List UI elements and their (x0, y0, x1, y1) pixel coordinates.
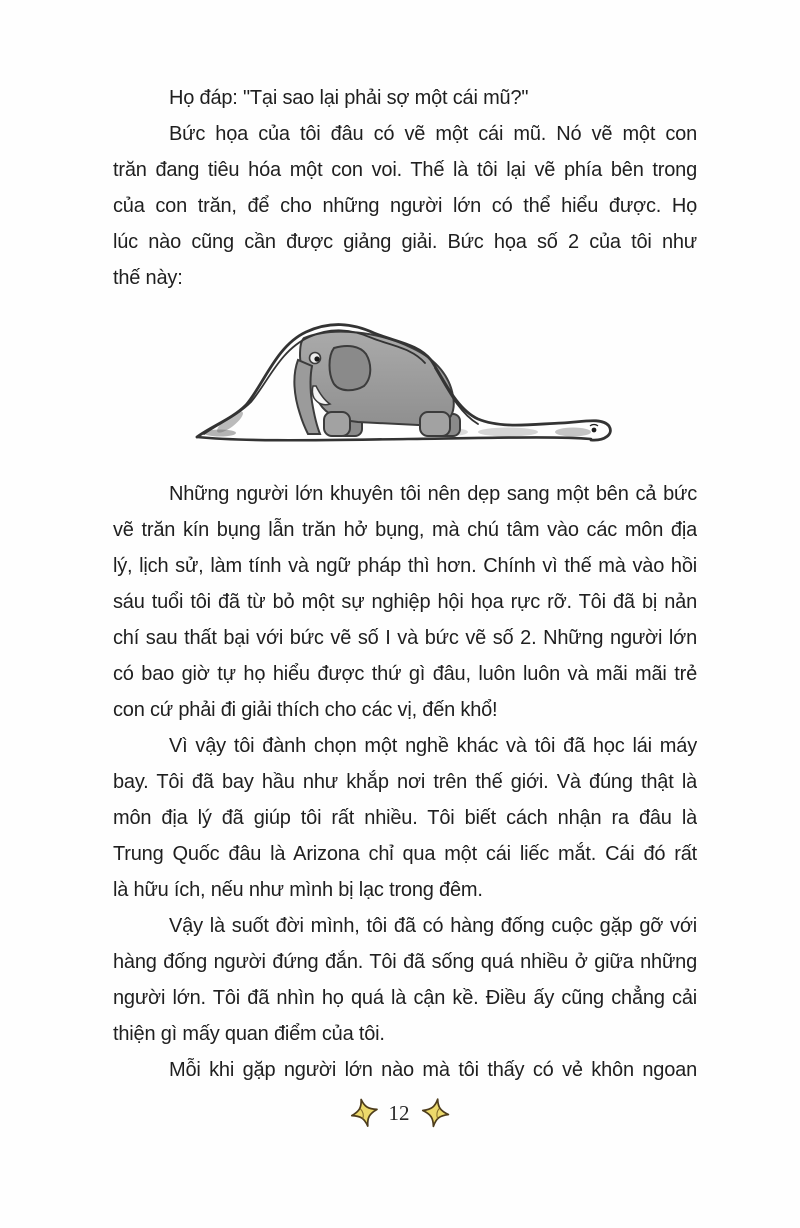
drawing-number-2-illustration (113, 296, 697, 476)
paragraph (113, 80, 697, 116)
text-line: trăn đang tiêu hóa một con voi. Thế là tôi lại vẽ phía bên trong (113, 159, 697, 181)
elephant-figure (294, 332, 460, 436)
text-line: sáu tuổi tôi đã từ bỏ một sự nghiệp hội họa rực rỡ. Tôi đã bị nản (113, 591, 697, 613)
text-line: Vì vậy tôi đành chọn một nghề khác và tôi đã học lái máy (169, 735, 697, 757)
star-icon (416, 1096, 453, 1131)
text-line: thế này: (113, 267, 183, 289)
text-line: chí sau thất bại với bức vẽ số I và bức vẽ số 2. Những người lớn (113, 627, 697, 649)
paragraph (113, 908, 697, 1052)
text-line: Vậy là suốt đời mình, tôi đã có hàng đống cuộc gặp gỡ với (169, 915, 697, 937)
paragraph (113, 1052, 697, 1088)
elephant-ear (330, 346, 371, 390)
text-line: hàng đống người đứng đắn. Tôi đã sống quá nhiều ở giữa những (113, 951, 697, 973)
paragraph (113, 116, 697, 296)
star-icon (345, 1095, 382, 1132)
text-line: là hữu ích, nếu như mình bị lạc trong đêm. (113, 879, 483, 901)
text-line: bay. Tôi đã bay hầu như khắp nơi trên thế giới. Và đúng thật là (113, 771, 697, 793)
text-line: của con trăn, để cho những người lớn có thể hiểu được. Họ (113, 195, 697, 217)
text-line: lý, lịch sử, làm tính và ngữ pháp thì hơn. Chính vì thế mà vào hồi (113, 555, 697, 577)
text-line: vẽ trăn kín bụng lẫn trăn hở bụng, mà chú tâm vào các môn địa (113, 519, 697, 541)
text-line: thiện gì mấy quan điểm của tôi. (113, 1023, 385, 1045)
text-line: Những người lớn khuyên tôi nên dẹp sang một bên cả bức (169, 483, 697, 505)
text-line: có bao giờ tự họ hiểu được thứ gì đâu, luôn luôn và mãi mãi trẻ (113, 663, 697, 685)
text-line: Bức họa của tôi đâu có vẽ một cái mũ. Nó vẽ một con (169, 123, 697, 145)
text-line: lúc nào cũng cần được giảng giải. Bức họa số 2 của tôi như (113, 231, 697, 253)
paragraph (113, 728, 697, 908)
text-line: người lớn. Tôi đã nhìn họ quá là cận kề. Điều ấy cũng chẳng cải (113, 987, 697, 1009)
page-number: 12 (388, 1100, 410, 1125)
paragraph (113, 476, 697, 728)
text-line: Trung Quốc đâu là Arizona chỉ qua một cái liếc mắt. Cái đó rất (113, 843, 697, 865)
snake-eye (590, 425, 598, 433)
text-line: Mỗi khi gặp người lớn nào mà tôi thấy có vẻ khôn ngoan (169, 1059, 697, 1081)
text-line: con cứ phải đi giải thích cho các vị, đến khổ! (113, 699, 498, 721)
text-line: môn địa lý đã giúp tôi rất nhiều. Tôi biết cách nhận ra đâu là (113, 807, 697, 829)
text-line: Họ đáp: "Tại sao lại phải sợ một cái mũ?" (169, 87, 529, 109)
boa-elephant-drawing (188, 320, 623, 460)
text-block (113, 80, 697, 1088)
page-footer (0, 1098, 800, 1128)
